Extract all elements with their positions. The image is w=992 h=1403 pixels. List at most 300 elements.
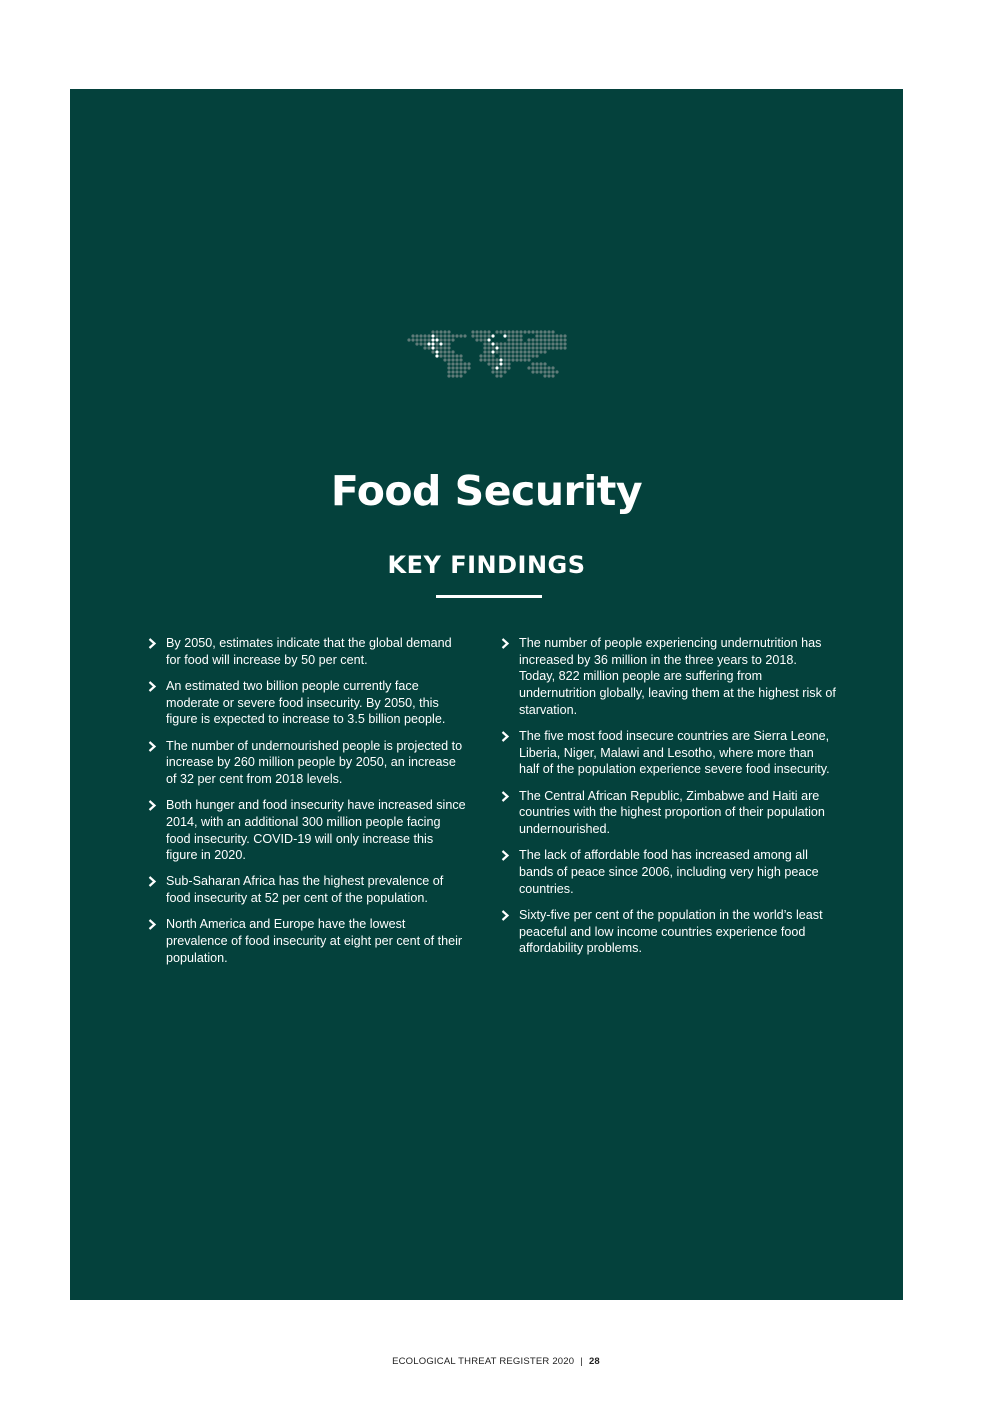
map-dot-highlight <box>491 350 494 353</box>
map-dot-highlight <box>499 358 502 361</box>
map-dot-highlight <box>431 342 434 345</box>
map-dot <box>459 362 462 365</box>
map-dot <box>551 366 554 369</box>
map-dot <box>447 362 450 365</box>
map-dot <box>419 338 422 341</box>
map-dot <box>511 358 514 361</box>
map-dot <box>431 330 434 333</box>
map-dot <box>547 342 550 345</box>
map-dot <box>523 346 526 349</box>
map-dot <box>527 358 530 361</box>
map-dot <box>511 330 514 333</box>
map-dot <box>479 358 482 361</box>
map-dot <box>527 366 530 369</box>
map-dot <box>507 338 510 341</box>
map-dot-highlight <box>503 334 506 337</box>
map-dot <box>427 334 430 337</box>
map-dot <box>435 342 438 345</box>
finding-item <box>501 635 836 719</box>
map-dot <box>507 342 510 345</box>
map-dot <box>503 358 506 361</box>
finding-item <box>501 788 836 838</box>
map-dot <box>515 358 518 361</box>
map-dot <box>447 334 450 337</box>
map-dot <box>447 350 450 353</box>
map-dot <box>539 342 542 345</box>
map-dot <box>559 346 562 349</box>
map-dot <box>479 338 482 341</box>
map-dot <box>507 346 510 349</box>
map-dot <box>499 354 502 357</box>
map-dot <box>415 342 418 345</box>
map-dot <box>443 358 446 361</box>
finding-text: The Central African Republic, Zimbabwe and Haiti are countries with the highest proportion of their population undernourished. <box>519 788 825 837</box>
finding-item <box>148 916 466 966</box>
map-dot-highlight <box>427 342 430 345</box>
chevron-right-icon <box>501 731 510 742</box>
map-dot <box>487 358 490 361</box>
map-dot <box>547 330 550 333</box>
map-dot <box>499 350 502 353</box>
map-dot <box>499 346 502 349</box>
map-dot <box>555 342 558 345</box>
map-dot <box>443 342 446 345</box>
map-dot <box>523 354 526 357</box>
map-dot <box>543 374 546 377</box>
map-dot <box>499 374 502 377</box>
map-dot <box>527 350 530 353</box>
map-dot <box>531 342 534 345</box>
map-dot <box>431 350 434 353</box>
map-dot <box>551 338 554 341</box>
map-dot <box>451 370 454 373</box>
map-dot <box>507 366 510 369</box>
chevron-right-icon <box>148 876 157 887</box>
map-dot <box>487 334 490 337</box>
map-dot <box>555 334 558 337</box>
finding-text: Sub-Saharan Africa has the highest prevalence of food insecurity at 52 per cent of the population. <box>166 874 444 906</box>
map-dot <box>547 370 550 373</box>
map-dot <box>539 350 542 353</box>
map-dot <box>559 342 562 345</box>
chevron-right-icon <box>501 850 510 861</box>
finding-text: By 2050, estimates indicate that the global demand for food will increase by 50 per cent. <box>166 636 452 667</box>
chevron-right-icon <box>501 791 510 802</box>
map-dot <box>511 334 514 337</box>
map-dot <box>535 354 538 357</box>
map-dot <box>539 362 542 365</box>
map-dot <box>531 354 534 357</box>
finding-text: Sixty-five per cent of the population in the world’s least peaceful and low income countries experience food affordability problems. <box>519 907 823 956</box>
map-dot <box>447 370 450 373</box>
finding-item <box>148 635 466 668</box>
map-dot <box>535 342 538 345</box>
page-number: 28 <box>588 1356 600 1367</box>
map-dot <box>515 334 518 337</box>
map-dot <box>503 350 506 353</box>
chevron-right-icon <box>148 638 157 649</box>
map-dot <box>519 354 522 357</box>
map-dot <box>443 338 446 341</box>
map-dot <box>491 358 494 361</box>
map-dot <box>547 374 550 377</box>
map-dot <box>463 370 466 373</box>
map-dot <box>439 350 442 353</box>
map-dot-highlight <box>487 338 490 341</box>
map-dot <box>515 330 518 333</box>
map-dot <box>507 358 510 361</box>
map-dot <box>455 370 458 373</box>
map-dot <box>455 354 458 357</box>
map-dot <box>463 366 466 369</box>
map-dot <box>499 370 502 373</box>
map-dot <box>559 334 562 337</box>
map-dot <box>407 338 410 341</box>
map-dot <box>547 346 550 349</box>
chevron-right-icon <box>148 800 157 811</box>
map-dot <box>451 338 454 341</box>
map-dot <box>467 362 470 365</box>
map-dot <box>535 350 538 353</box>
map-dot <box>455 374 458 377</box>
map-dot <box>539 370 542 373</box>
map-dot <box>455 362 458 365</box>
map-dot <box>535 370 538 373</box>
finding-text: The number of undernourished people is projected to increase by 260 million people by 2050, an increase of 32 per cent from 2018 levels. <box>166 738 463 786</box>
map-dot-highlight <box>495 366 498 369</box>
map-dot <box>419 334 422 337</box>
map-dot <box>443 354 446 357</box>
map-dot <box>551 342 554 345</box>
map-dot-highlight <box>435 350 438 353</box>
map-dot <box>451 374 454 377</box>
chevron-right-icon <box>501 910 510 921</box>
map-dot <box>511 338 514 341</box>
map-dot <box>543 362 546 365</box>
map-dot <box>447 338 450 341</box>
map-dot <box>515 354 518 357</box>
map-dot <box>451 362 454 365</box>
map-dot <box>527 346 530 349</box>
map-dot <box>443 334 446 337</box>
map-dot <box>479 330 482 333</box>
map-dot <box>535 362 538 365</box>
map-dot <box>483 342 486 345</box>
map-dot <box>479 334 482 337</box>
finding-item <box>501 728 836 778</box>
map-dot <box>519 350 522 353</box>
map-dot <box>539 338 542 341</box>
map-dot <box>511 354 514 357</box>
map-dot <box>495 374 498 377</box>
map-dot <box>535 346 538 349</box>
map-dot <box>447 374 450 377</box>
map-dot <box>483 330 486 333</box>
map-dot <box>447 342 450 345</box>
map-dot <box>543 370 546 373</box>
finding-text: The five most food insecure countries are Sierra Leone, Liberia, Niger, Malawi and Lesotho, where more than half of the population experience severe food insecurity. <box>519 729 830 777</box>
map-dot <box>423 334 426 337</box>
map-dot <box>483 350 486 353</box>
map-dot <box>447 346 450 349</box>
map-dot <box>427 338 430 341</box>
map-dot <box>447 366 450 369</box>
map-dot <box>531 330 534 333</box>
finding-item <box>148 797 466 864</box>
map-dot <box>451 358 454 361</box>
map-dot <box>519 346 522 349</box>
map-dot <box>451 350 454 353</box>
map-dot <box>551 334 554 337</box>
map-dot <box>499 342 502 345</box>
map-dot <box>475 338 478 341</box>
map-dot <box>439 338 442 341</box>
map-dot <box>435 346 438 349</box>
map-dot <box>451 334 454 337</box>
map-dot <box>559 338 562 341</box>
map-dot <box>443 346 446 349</box>
map-dot <box>519 330 522 333</box>
map-dot <box>503 342 506 345</box>
map-dot <box>547 338 550 341</box>
map-dot <box>523 330 526 333</box>
map-dot <box>439 330 442 333</box>
map-dot <box>511 346 514 349</box>
map-dot <box>507 334 510 337</box>
map-dot <box>527 338 530 341</box>
map-dot <box>491 354 494 357</box>
map-dot <box>463 334 466 337</box>
map-dot <box>423 342 426 345</box>
world-map-dots-icon <box>407 330 567 414</box>
map-dot <box>491 362 494 365</box>
map-dot-highlight <box>491 342 494 345</box>
map-dot <box>467 366 470 369</box>
chevron-right-icon <box>148 741 157 752</box>
map-dot <box>443 350 446 353</box>
map-dot <box>415 338 418 341</box>
map-dot <box>519 338 522 341</box>
map-dot <box>563 338 566 341</box>
map-dot <box>503 346 506 349</box>
heading-underline <box>436 595 542 598</box>
map-dot <box>543 366 546 369</box>
finding-text: Both hunger and food insecurity have increased since 2014, with an additional 300 million people facing food insecurity. COVID-19 will only increase this figure in 2020. <box>166 798 466 863</box>
map-dot <box>543 350 546 353</box>
map-dot <box>459 358 462 361</box>
map-dot <box>483 346 486 349</box>
map-dot <box>475 334 478 337</box>
map-dot <box>539 366 542 369</box>
map-dot <box>459 366 462 369</box>
map-dot <box>527 354 530 357</box>
finding-text: The number of people experiencing undernutrition has increased by 36 million in the three years to 2018. Today, 822 million people are suffering from undernutrition globally, leaving them at the highest risk of starvation. <box>519 636 836 717</box>
map-dot <box>415 334 418 337</box>
map-dot <box>411 334 414 337</box>
map-dot-highlight <box>495 346 498 349</box>
map-dot <box>551 370 554 373</box>
map-dot <box>495 342 498 345</box>
map-dot <box>503 330 506 333</box>
map-dot <box>455 334 458 337</box>
finding-item <box>501 907 836 957</box>
map-dot <box>423 346 426 349</box>
map-dot <box>543 330 546 333</box>
map-dot <box>519 358 522 361</box>
map-dot <box>547 366 550 369</box>
map-dot <box>439 354 442 357</box>
map-dot <box>483 358 486 361</box>
map-dot <box>471 330 474 333</box>
page-title: Food Security <box>330 467 643 515</box>
map-dot <box>451 366 454 369</box>
map-dot <box>487 354 490 357</box>
map-dot <box>543 338 546 341</box>
map-dot-highlight <box>431 338 434 341</box>
map-dot <box>483 338 486 341</box>
map-dot <box>463 362 466 365</box>
map-dot <box>507 354 510 357</box>
map-dot <box>495 358 498 361</box>
map-dot-highlight <box>431 346 434 349</box>
map-dot <box>551 330 554 333</box>
map-dot <box>419 342 422 345</box>
map-dot <box>555 346 558 349</box>
map-dot <box>515 346 518 349</box>
map-dot <box>491 366 494 369</box>
map-dot <box>483 334 486 337</box>
map-dot <box>523 358 526 361</box>
map-dot <box>423 338 426 341</box>
map-dot <box>539 330 542 333</box>
map-dot <box>511 350 514 353</box>
key-findings-heading: KEY FINDINGS <box>387 551 586 579</box>
map-dot <box>439 334 442 337</box>
map-dot <box>511 342 514 345</box>
map-dot <box>531 350 534 353</box>
map-dot <box>443 330 446 333</box>
map-dot <box>427 346 430 349</box>
map-dot <box>475 330 478 333</box>
chevron-right-icon <box>148 919 157 930</box>
map-dot <box>459 370 462 373</box>
map-dot <box>555 338 558 341</box>
finding-item <box>501 847 836 897</box>
map-dot <box>459 354 462 357</box>
map-dot <box>539 334 542 337</box>
map-dot <box>491 346 494 349</box>
map-dot <box>455 358 458 361</box>
map-dot <box>487 342 490 345</box>
map-dot <box>495 370 498 373</box>
map-dot <box>447 330 450 333</box>
map-dot <box>487 346 490 349</box>
map-dot <box>495 362 498 365</box>
map-dot <box>519 342 522 345</box>
map-dot <box>435 334 438 337</box>
map-dot <box>547 334 550 337</box>
map-dot <box>507 362 510 365</box>
finding-text: The lack of affordable food has increased among all bands of peace since 2006, including very high peace countries. <box>519 848 819 896</box>
map-dot <box>531 366 534 369</box>
chevron-right-icon <box>501 638 510 649</box>
map-dot <box>543 342 546 345</box>
map-dot <box>495 350 498 353</box>
map-dot <box>535 330 538 333</box>
map-dot <box>503 362 506 365</box>
map-dot-highlight <box>435 338 438 341</box>
publication-title: ECOLOGICAL THREAT REGISTER 2020 <box>392 1356 575 1367</box>
map-dot <box>487 350 490 353</box>
map-dot <box>459 374 462 377</box>
map-dot <box>503 366 506 369</box>
map-dot <box>435 330 438 333</box>
map-dot <box>439 346 442 349</box>
footer-separator: | <box>580 1356 583 1367</box>
map-dot <box>523 350 526 353</box>
map-dot <box>531 338 534 341</box>
map-dot <box>447 354 450 357</box>
finding-item <box>148 738 466 788</box>
map-dot <box>495 330 498 333</box>
map-dot <box>459 334 462 337</box>
finding-text: North America and Europe have the lowest prevalence of food insecurity at eight per cent of their population. <box>166 917 463 965</box>
map-dot <box>551 346 554 349</box>
map-dot <box>515 342 518 345</box>
map-dot <box>535 334 538 337</box>
map-dot <box>455 366 458 369</box>
map-dot <box>523 342 526 345</box>
finding-item <box>148 873 466 906</box>
map-dot <box>551 374 554 377</box>
map-dot <box>563 334 566 337</box>
map-dot <box>507 330 510 333</box>
map-dot <box>539 346 542 349</box>
map-dot <box>515 350 518 353</box>
findings-column-left <box>148 635 466 976</box>
map-dot <box>487 330 490 333</box>
map-dot <box>491 370 494 373</box>
map-dot <box>507 350 510 353</box>
map-dot-highlight <box>499 362 502 365</box>
map-dot <box>447 358 450 361</box>
findings-column-right <box>501 635 836 966</box>
map-dot <box>479 354 482 357</box>
map-dot <box>563 346 566 349</box>
map-dot <box>471 334 474 337</box>
map-dot <box>487 362 490 365</box>
map-dot-highlight <box>435 354 438 357</box>
map-dot <box>527 330 530 333</box>
map-dot <box>519 334 522 337</box>
finding-text: An estimated two billion people currently face moderate or severe food insecurity. By 2050, this figure is expected to increase to 3.5 billion people. <box>166 678 446 727</box>
map-dot <box>451 354 454 357</box>
chevron-right-icon <box>148 681 157 692</box>
map-dot <box>535 338 538 341</box>
map-dot-highlight <box>431 334 434 337</box>
map-dot <box>531 346 534 349</box>
map-dot <box>503 354 506 357</box>
map-dot <box>411 338 414 341</box>
map-dot <box>543 334 546 337</box>
map-dot <box>515 338 518 341</box>
map-dot <box>563 342 566 345</box>
map-dot <box>555 370 558 373</box>
page-footer <box>0 1356 992 1367</box>
map-dot <box>531 362 534 365</box>
map-dot-highlight <box>491 334 494 337</box>
map-dot-highlight <box>439 342 442 345</box>
